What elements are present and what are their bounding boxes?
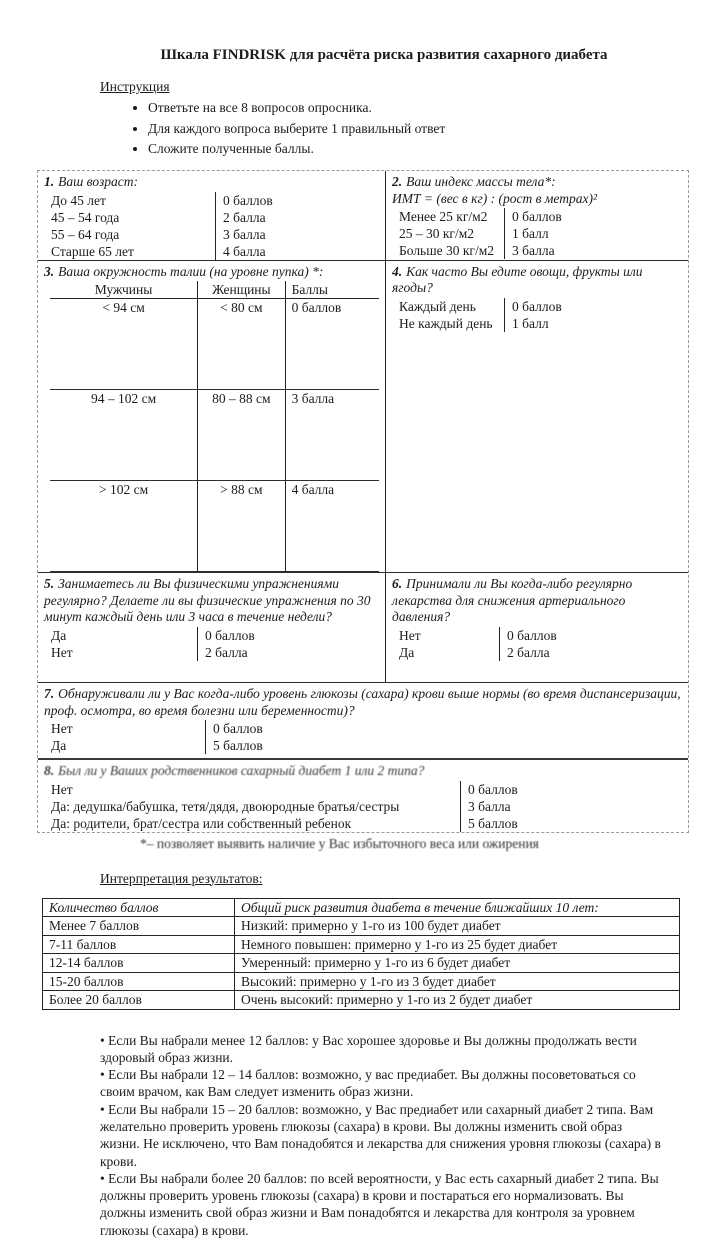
- option-score: 3 балла: [216, 226, 266, 243]
- option-label: До 45 лет: [44, 192, 216, 209]
- option-label: Больше 30 кг/м2: [392, 242, 505, 259]
- option-label: Да: [392, 644, 500, 661]
- question-5-title: 5. Занимаетесь ли Вы физическими упражнениями регулярно? Делаете ли вы физические упражнения по 30 минут каждый день или 3 часа в течение недели?: [44, 576, 379, 626]
- option-label: Да: родители, брат/сестра или собственный ребенок: [44, 815, 461, 832]
- option-score: 0 баллов: [216, 192, 273, 209]
- option-score: 0 баллов: [206, 720, 263, 737]
- waist-header: Женщины: [198, 281, 285, 299]
- option-row: [44, 815, 682, 832]
- results-table: [42, 898, 680, 1010]
- option-row: [44, 209, 379, 226]
- option-label: Каждый день: [392, 298, 505, 315]
- waist-row: > 102 см > 88 см 4 балла: [50, 481, 379, 572]
- option-row: [44, 798, 682, 815]
- option-score: 3 балла: [505, 242, 555, 259]
- option-score: 1 балл: [505, 225, 549, 242]
- option-score: 0 баллов: [461, 781, 518, 798]
- doc-title: Шкала FINDRISK для расчёта риска развития сахарного диабета: [0, 0, 716, 64]
- question-8-cell: [38, 760, 688, 832]
- question-3-cell: [38, 261, 386, 574]
- option-row: [392, 225, 682, 242]
- question-2-title: 2. Ваш индекс массы тела*:: [392, 174, 682, 191]
- option-score: 2 балла: [198, 644, 248, 661]
- option-row: [392, 315, 682, 332]
- option-score: 2 балла: [500, 644, 550, 661]
- option-row: [44, 192, 379, 209]
- option-row: [392, 208, 682, 225]
- results-header: Общий риск развития диабета в течение ближайших 10 лет:: [235, 898, 680, 917]
- instructions-list: [100, 100, 716, 157]
- option-row: [44, 243, 379, 260]
- recommendation-paragraph: • Если Вы набрали менее 12 баллов: у Вас хорошее здоровье и Вы должны продолжать вести здоровый образ жизни.: [100, 1032, 664, 1067]
- results-row: 12-14 баллов Умеренный: примерно у 1-го из 6 будет диабет: [43, 954, 680, 973]
- waist-subtable: [50, 281, 379, 572]
- question-8-options: [44, 781, 682, 832]
- option-label: Старше 65 лет: [44, 243, 216, 260]
- results-row: Менее 7 баллов Низкий: примерно у 1-го из 100 будет диабет: [43, 917, 680, 936]
- question-2-cell: [386, 171, 688, 261]
- question-7-title: 7. Обнаруживали ли у Вас когда-либо уровень глюкозы (сахара) крови выше нормы (во время диспансеризации, проф. осмотра, во время болезни или беременности)?: [44, 686, 682, 719]
- option-row: [44, 644, 379, 661]
- question-5-options: [44, 627, 379, 661]
- question-7-cell: [38, 683, 688, 760]
- results-header-row: [43, 898, 680, 917]
- option-row: [44, 781, 682, 798]
- results-row: 7-11 баллов Немного повышен: примерно у 1-го из 25 будет диабет: [43, 935, 680, 954]
- option-row: [392, 242, 682, 259]
- option-score: 0 баллов: [505, 298, 562, 315]
- question-6-title: 6. Принимали ли Вы когда-либо регулярно лекарства для снижения артериального давления?: [392, 576, 682, 626]
- interpretation-heading: Интерпретация результатов:: [100, 871, 716, 887]
- results-row: Более 20 баллов Очень высокий: примерно у 1-го из 2 будет диабет: [43, 991, 680, 1010]
- option-score: 4 балла: [216, 243, 266, 260]
- instructions-heading: Инструкция: [100, 79, 716, 95]
- option-row: [44, 737, 682, 754]
- option-row: [44, 226, 379, 243]
- results-header: Количество баллов: [43, 898, 235, 917]
- option-score: 0 баллов: [198, 627, 255, 644]
- question-8-title: 8. Был ли у Ваших родственников сахарный диабет 1 или 2 типа?: [44, 763, 682, 780]
- recommendation-paragraph: • Если Вы набрали 12 – 14 баллов: возможно, у вас предиабет. Вы должны посоветоваться со своим врачом, как Вам следует изменить образ жизни.: [100, 1066, 664, 1101]
- option-label: Да: [44, 627, 198, 644]
- option-score: 0 баллов: [505, 208, 562, 225]
- option-label: Нет: [44, 644, 198, 661]
- option-score: 2 балла: [216, 209, 266, 226]
- question-5-cell: [38, 573, 386, 683]
- recommendation-paragraph: • Если Вы набрали 15 – 20 баллов: возможно, у Вас предиабет или сахарный диабет 2 типа. Вам желательно проверить уровень глюкозы (сахара) в крови. Вы должны изменить свой образ жизни. Не исключено, что Вам понадобятся и лекарства для снижения уровня глюкозы (сахара) в крови.: [100, 1101, 664, 1170]
- waist-row: < 94 см < 80 см 0 баллов: [50, 299, 379, 390]
- question-6-options: [392, 627, 682, 661]
- option-label: Да: [44, 737, 206, 754]
- option-label: Не каждый день: [392, 315, 505, 332]
- option-score: 3 балла: [461, 798, 511, 815]
- option-score: 5 баллов: [461, 815, 518, 832]
- waist-row: 94 – 102 см 80 – 88 см 3 балла: [50, 390, 379, 481]
- recommendations-section: [100, 1032, 664, 1239]
- question-1-options: [44, 192, 379, 260]
- asterisk-footnote: *– позволяет выявить наличие у Вас избыточного веса или ожирения: [140, 836, 716, 852]
- question-1-title: 1. Ваш возраст:: [44, 174, 379, 191]
- question-4-title: 4. Как часто Вы едите овощи, фрукты или ягоды?: [392, 264, 682, 297]
- instruction-item: • Сложите полученные баллы.: [148, 141, 716, 157]
- option-label: Нет: [44, 781, 461, 798]
- recommendation-paragraph: • Если Вы набрали более 20 баллов: по всей вероятности, у Вас есть сахарный диабет 2 типа. Вы должны проверить уровень глюкозы (сахара) в крови и постараться его нормализовать. Вы должны изменить свой образ жизни и Вам понадобятся и лекарства для контроля за уровнем глюкозы (сахара) в крови.: [100, 1170, 664, 1239]
- option-row: [44, 627, 379, 644]
- question-7-options: [44, 720, 682, 754]
- instruction-item: • Ответьте на все 8 вопросов опросника.: [148, 100, 716, 116]
- option-score: 1 балл: [505, 315, 549, 332]
- instructions-section: [100, 79, 716, 157]
- option-label: Менее 25 кг/м2: [392, 208, 505, 225]
- question-4-cell: [386, 261, 688, 574]
- option-score: 0 баллов: [500, 627, 557, 644]
- option-row: [44, 720, 682, 737]
- question-2-options: [392, 208, 682, 259]
- option-label: Да: дедушка/бабушка, тетя/дядя, двоюродные братья/сестры: [44, 798, 461, 815]
- option-label: 45 – 54 года: [44, 209, 216, 226]
- option-row: [392, 627, 682, 644]
- question-3-title: 3. Ваша окружность талии (на уровне пупка) *:: [44, 264, 379, 281]
- option-row: [392, 644, 682, 661]
- waist-header: Мужчины: [50, 281, 198, 299]
- question-1-cell: [38, 171, 386, 261]
- question-4-options: [392, 298, 682, 332]
- option-score: 5 баллов: [206, 737, 263, 754]
- option-row: [392, 298, 682, 315]
- question-6-cell: [386, 573, 688, 683]
- option-label: Нет: [44, 720, 206, 737]
- option-label: 25 – 30 кг/м2: [392, 225, 505, 242]
- bmi-formula: ИМТ = (вес в кг) : (рост в метрах)²: [392, 191, 682, 208]
- option-label: 55 – 64 года: [44, 226, 216, 243]
- option-label: Нет: [392, 627, 500, 644]
- questionnaire-table: [37, 170, 689, 833]
- results-row: 15-20 баллов Высокий: примерно у 1-го из 3 будет диабет: [43, 972, 680, 991]
- instruction-item: • Для каждого вопроса выберите 1 правильный ответ: [148, 121, 716, 137]
- waist-header: Баллы: [285, 281, 379, 299]
